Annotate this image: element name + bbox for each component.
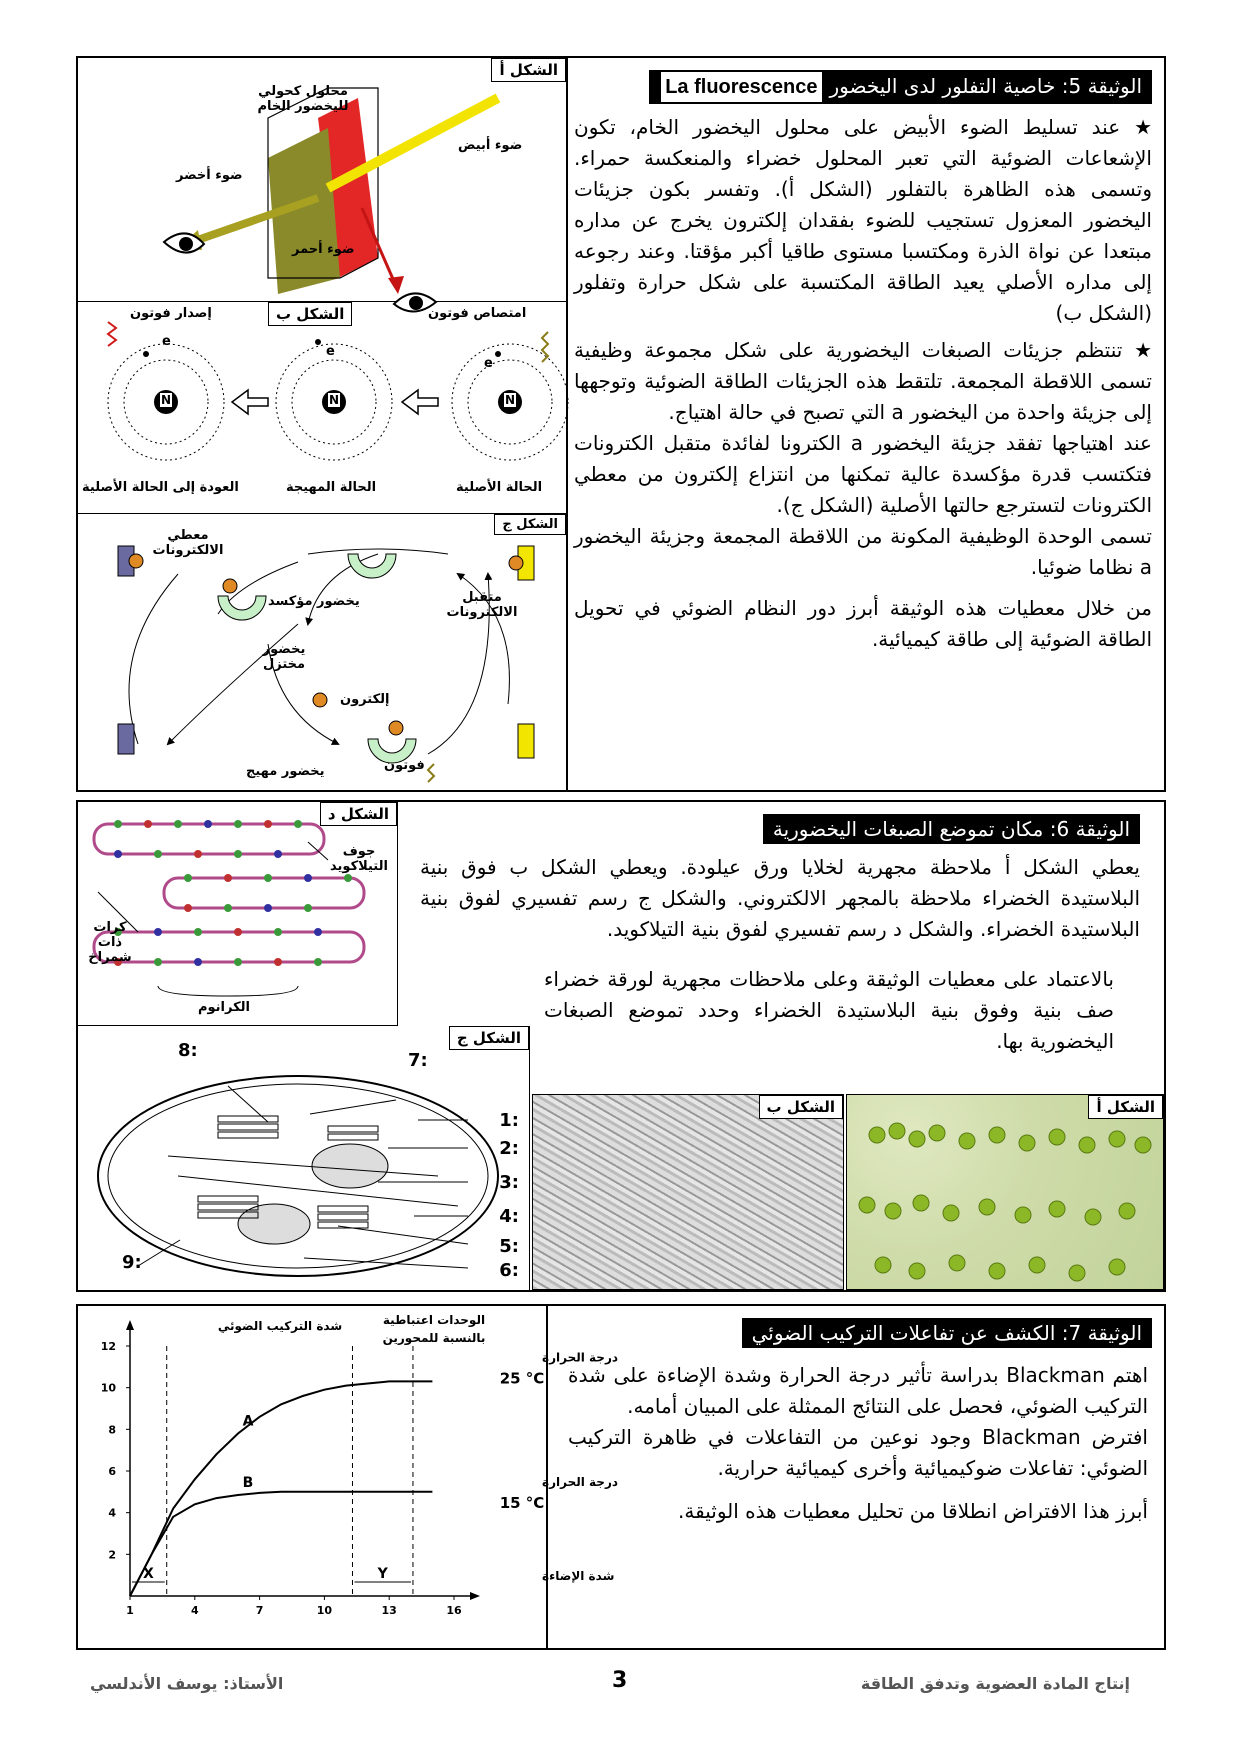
doc7-title: الوثيقة 7: الكشف عن تفاعلات التركيب الضوئي [742,1318,1152,1348]
doc5-fig-a-label: الشكل أ [491,58,566,82]
donor-electron [129,554,143,568]
starch-grain-1 [312,1144,388,1188]
label-red-light: ضوء أحمر [292,242,355,257]
doc5-divider [566,56,568,792]
label-excited: يخضور مهيج [246,764,325,779]
label-photon: فوتون [384,758,425,773]
granum-brace [158,986,298,996]
doc5-title: الوثيقة 5: خاصية التفلور لدى اليخضورLa fluorescence [649,70,1152,104]
reduced-chlorophyll [218,596,266,620]
y-tick-label: 12 [100,1340,116,1353]
arc-oxidized-to-reduced [308,554,378,624]
doc7-text [568,1360,1148,1527]
label-electron: إلكترون [340,692,390,707]
doc6-fig-b [532,1094,844,1290]
electron-label-1: e [484,356,493,371]
doc5-paragraph-3: عند اهتياجها تفقد جزيئة اليخضور a الكترونا لفائدة متقبل الكترونات فتكتسب قدرة مؤكسدة عالية تمكنها من انتزاع إلكترون من معطي الكترونات لتسترجع حالتها الأصلية (الشكل ج). [574,431,1152,517]
x-tick-label: 13 [381,1604,397,1617]
y-tick-label: 8 [108,1423,116,1437]
label-donor: معطي الالكترونات [152,528,224,558]
y-axis-label: شدة التركيب الضوئي [217,1319,343,1333]
chloroplast-diagram [78,1026,530,1290]
doc6-fig-a-label: الشكل أ [1088,1095,1163,1119]
label-lumen: جوف التيلاكويد [330,844,388,874]
doc6-title: الوثيقة 6: مكان تموضع الصبغات اليخضورية [763,814,1140,844]
reduced-electron [223,579,237,593]
nucleus-label-1: N [505,393,516,407]
electron-dot-2 [315,339,321,345]
doc5-fig-b-label: الشكل ب [268,302,352,326]
label-emit-photon: إصدار فوتون [130,306,212,321]
doc7-paragraph-1: اهتم Blackman بدراسة تأثير درجة الحرارة وشدة الإضاءة على شدة التركيب الضوئي، فحصل على النتائج الممثلة على المبيان أمامه. [568,1363,1148,1418]
label-spheres: كرات ذات شمراخ [88,920,132,965]
y-tick-label: 4 [108,1506,116,1520]
x-tick-label: 1 [126,1604,134,1617]
label-solution: محلول كحولي لليخضور الخام [257,84,349,114]
y-tick-label: 2 [108,1548,116,1562]
doc6-fig-a [846,1094,1164,1290]
donor-block-bottom [118,724,134,754]
x-tick-label: 16 [446,1604,462,1617]
label-reduced: يخضور مختزل [262,642,306,672]
doc5-text [574,112,1152,655]
photon-wave-c [428,764,434,782]
y-tick-label: 10 [100,1381,116,1395]
x-tick-label: 10 [316,1604,333,1617]
y-axis-arrow [126,1320,134,1330]
arc-donor-out [129,574,178,744]
blank-9: :9 [122,1252,142,1273]
footer-course-title: إنتاج المادة العضوية وتدفق الطاقة [860,1674,1130,1693]
units-label-line-1: الوحدات اعتباطية [382,1313,486,1327]
doc5-fig-c-label: الشكل ج [494,514,566,535]
outgoing-photon-wave [108,322,116,346]
nucleus-label-2: N [329,393,340,407]
x-axis-arrow [470,1592,480,1600]
nucleus-label-3: N [161,393,172,407]
temperature-caption: درجة الحرارة [542,1350,619,1365]
footer-author: الأستاذ: يوسف الأندلسي [90,1674,284,1693]
y-tick-label: 6 [108,1465,116,1478]
thylakoid-membrane-1 [94,824,324,854]
oxidized-chlorophyll [348,554,396,578]
x-tick-label: 4 [190,1604,199,1617]
doc5-paragraph-5: من خلال معطيات هذه الوثيقة أبرز دور النظام الضوئي في تحويل الطاقة الضوئية إلى طاقة كيميائية. [574,596,1152,651]
label-absorb-photon: امتصاص فوتون [428,306,527,321]
doc5-fig-b [78,302,566,514]
label-return-state: العودة إلى الحالة الأصلية [82,480,239,495]
elodea-cells-photo [847,1095,1165,1291]
blank-8: :8 [178,1040,198,1061]
temperature-value: 15 °C [499,1493,545,1512]
doc5-fig-a [78,58,566,302]
blank-4: :4 [499,1206,519,1227]
doc6-fig-d [78,802,398,1026]
thylakoid-diagram [78,802,398,1026]
cycle-arc-top [308,549,448,554]
hollow-arrow-2 [232,390,268,414]
acceptor-block-bottom [518,724,534,758]
electron-label-2: e [326,344,335,359]
x-axis-label: شدة الإضاءة [542,1569,615,1583]
acceptor-electron [509,556,523,570]
doc7-paragraph-2: افترض Blackman وجود نوعين من التفاعلات في ظاهرة التركيب الضوئي: تفاعلات ضوكيميائية وأخرى كيميائية حرارية. [568,1425,1148,1480]
series-label: A [242,1413,254,1430]
series-label: B [242,1474,254,1491]
electron-dot-3 [143,351,149,357]
blank-6: :6 [499,1260,519,1281]
doc5-paragraph-1: ★ عند تسليط الضوء الأبيض على محلول اليخضور الخام، تكون الإشعاعات الضوئية التي تعبر المحلول خضراء والمنعكسة حمراء. وتسمى هذه الظاهرة بالتفلور (الشكل أ). وتفسر بكون جزيئات اليخضور المعزول تستجيب للضوء بفقدان إلكترون يخرج عن مداره مبتعدا عن نواة الذرة ومكتسبا مستوى طاقيا أكبر مؤقتا. وعند رجوعه إلى مداره الأصلي يعيد الطاقة المكتسبة على شكل حرارة وتفلور (الشكل ب) [574,115,1152,325]
doc5-title-latin: La fluorescence [659,70,823,104]
doc5-paragraph-2: ★ تنتظم جزيئات الصبغات اليخضورية على شكل مجموعة وظيفية تسمى اللاقطة المجمعة. تلتقط هذه الجزيئات الطاقة الضوئية وتوجهها إلى جزيئة واحدة من اليخضور a التي تصبح في حالة اهتياج. [574,338,1152,424]
series-line-A [130,1381,432,1596]
incoming-photon-wave [542,332,548,362]
free-electron [313,693,327,707]
label-acceptor: متقبل الالكترونات [446,590,518,620]
doc6-fig-d-label: الشكل د [320,802,397,826]
doc7-paragraph-3: أبرز هذا الافتراض انطلاقا من تحليل معطيات هذه الوثيقة. [678,1499,1148,1523]
temperature-caption: درجة الحرارة [542,1474,619,1489]
label-white-light: ضوء أبيض [458,138,523,153]
hollow-arrow-1 [402,390,438,414]
blank-3: :3 [499,1172,519,1193]
electron-dot-1 [495,351,501,357]
thylakoid-membrane-2 [164,878,364,908]
temperature-value: 25 °C [499,1369,545,1388]
doc6-fig-b-label: الشكل ب [759,1095,843,1119]
label-ground-state: الحالة الأصلية [456,480,543,495]
blank-7: :7 [408,1050,428,1071]
electron-label-3: e [162,334,171,349]
label-green-light: ضوء أخضر [176,168,243,183]
blackman-chart [78,1306,619,1646]
zone-label: Y [377,1566,388,1582]
excited-electron [389,721,403,735]
doc6-paragraph-1: يعطي الشكل أ ملاحظة مجهرية لخلايا ورق عيلودة. ويعطي الشكل ب فوق بنية البلاستيدة الخضراء ملاحظة بالمجهر الالكتروني. والشكل ج رسم تفسيري لفوق بنية البلاستيدة الخضراء. والشكل د رسم تفسيري لفوق بنية التيلاكويد. [420,855,1140,941]
doc6-fig-c-label: الشكل ج [449,1026,529,1050]
page-number: 3 [612,1668,628,1693]
x-tick-label: 7 [255,1604,264,1617]
doc6-fig-c [78,1026,530,1290]
membrane-particles [114,820,352,966]
doc6-paragraph-2: بالاعتماد على معطيات الوثيقة وعلى ملاحظات مجهرية لورقة خضراء صف بنية وفوق بنية البلاستيدة الخضراء وحدد تموضع الصبغات اليخضورية بها. [544,967,1114,1053]
blank-2: :2 [499,1138,519,1159]
zone-label: X [142,1566,154,1582]
blank-5: :5 [499,1236,519,1257]
label-granum: الكرانوم [198,1000,250,1015]
doc5-paragraph-4: تسمى الوحدة الوظيفية المكونة من اللاقطة المجمعة وجزيئة اليخضور a نظاما ضوئيا. [574,524,1152,579]
doc5-fig-c [78,514,566,790]
red-arrow-head [388,276,404,294]
blank-1: :1 [499,1110,519,1131]
label-excited-state: الحالة المهيجة [286,480,377,495]
units-label-line-2: بالنسبة للمحورين [382,1331,486,1345]
label-oxidized: يخضور مؤكسد [268,594,360,609]
